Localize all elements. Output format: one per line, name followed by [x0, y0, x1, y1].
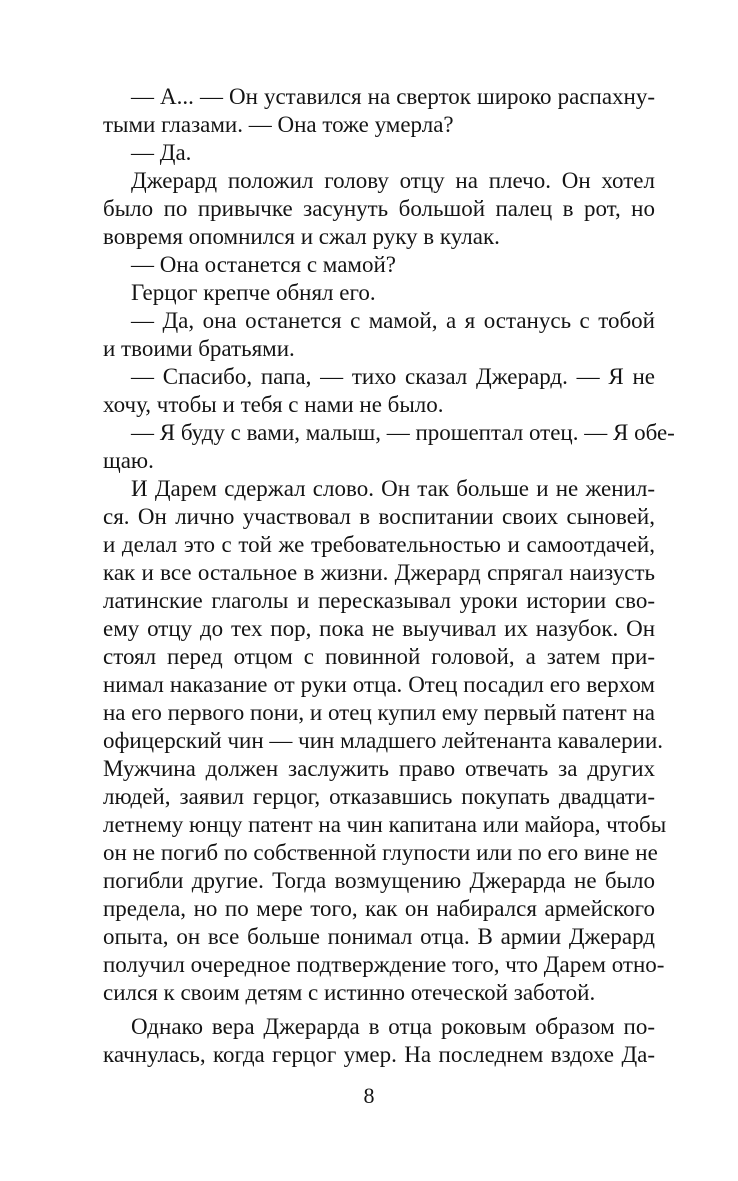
text-line: — А... — Он уставился на сверток широко распахну- [131, 84, 655, 109]
text-line: тыми глазами. — Она тоже умерла? [103, 112, 454, 137]
text-line: и твоими братьями. [103, 336, 295, 361]
text-line: хочу, чтобы и тебя с нами не было. [103, 392, 444, 417]
text-line: офицерский чин — чин младшего лейтенанта кавалерии. [103, 728, 663, 753]
text-line: и делал это с той же требовательностью и самоотдачей, [103, 532, 655, 557]
text-line: — Она останется с мамой? [131, 252, 396, 277]
text-line: — Да. [131, 140, 192, 165]
text-line: как и все остальное в жизни. Джерард спрягал наизусть [103, 560, 655, 585]
text-line: стоял перед отцом с повинной головой, а затем при- [103, 644, 655, 669]
text-line: погибли другие. Тогда возмущению Джерарда не было [103, 868, 655, 893]
text-line: щаю. [103, 448, 154, 473]
text-line: Герцог крепче обнял его. [131, 280, 376, 305]
text-line: Джерард положил голову отцу на плечо. Он хотел [131, 168, 655, 193]
text-line: ему отцу до тех пор, пока не выучивал их назубок. Он [103, 616, 655, 641]
text-line: было по привычке засунуть большой палец в рот, но [103, 196, 655, 221]
text-line: он не погиб по собственной глупости или по его вине не [103, 840, 658, 865]
text-line: Однако вера Джерарда в отца роковым образом по- [131, 1014, 655, 1039]
text-line: вовремя опомнился и сжал руку в кулак. [103, 224, 500, 249]
text-line: качнулась, когда герцог умер. На последнем вздохе Да- [103, 1042, 655, 1067]
text-line: опыта, он все больше понимал отца. В армии Джерард [103, 924, 655, 949]
text-line: И Дарем сдержал слово. Он так больше и не женил- [131, 476, 655, 501]
text-line: предела, но по мере того, как он набирался армейского [103, 896, 655, 921]
text-line: ся. Он лично участвовал в воспитании своих сыновей, [103, 504, 655, 529]
text-line: летнему юнцу патент на чин капитана или майора, чтобы [103, 812, 667, 837]
text-line: получил очередное подтверждение того, что Дарем отно- [103, 952, 665, 977]
text-line: — Я буду с вами, малыш, — прошептал отец. — Я обе- [131, 420, 675, 445]
text-line: — Да, она останется с мамой, а я останусь с тобой [131, 308, 655, 333]
text-line: нимал наказание от руки отца. Отец посадил его верхом [103, 672, 655, 697]
text-line: на его первого пони, и отец купил ему первый патент на [103, 700, 655, 725]
page-number: 8 [363, 1083, 375, 1108]
text-line: людей, заявил герцог, отказавшись покупать двадцати- [103, 784, 655, 809]
text-line: латинские глаголы и пересказывал уроки истории сво- [103, 588, 655, 613]
text-line: Мужчина должен заслужить право отвечать за других [103, 756, 655, 781]
text-line: сился к своим детям с истинно отеческой заботой. [103, 980, 596, 1005]
text-line: — Спасибо, папа, — тихо сказал Джерард. — Я не [131, 364, 655, 389]
